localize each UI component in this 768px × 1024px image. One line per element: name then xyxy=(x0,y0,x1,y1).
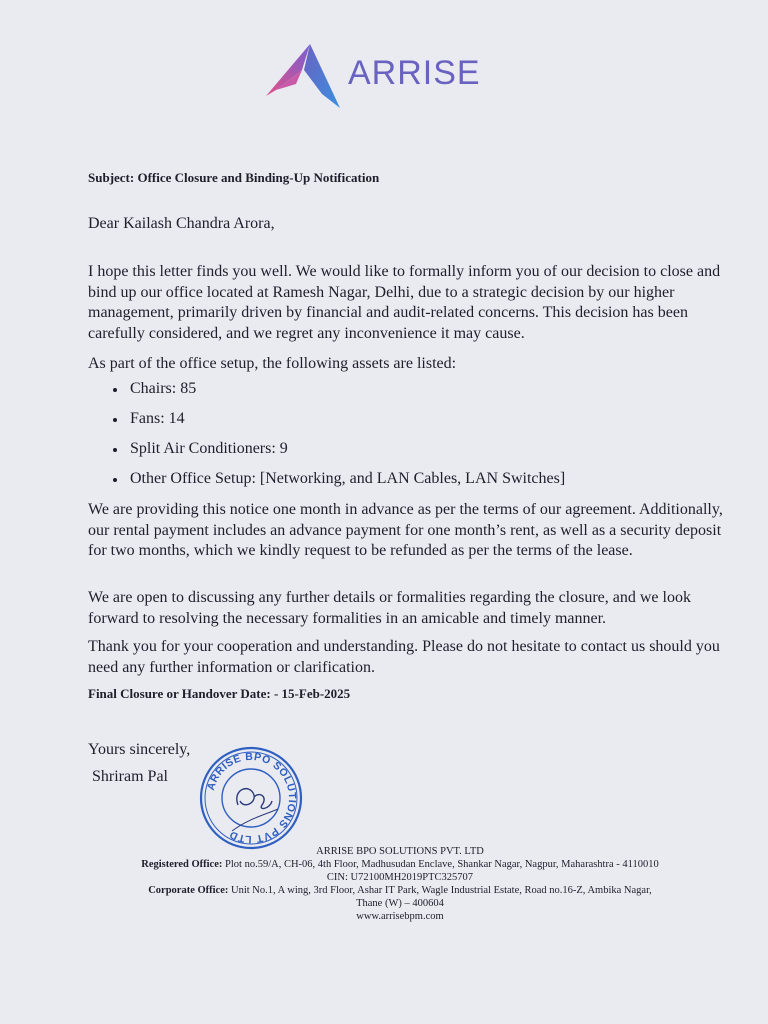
arrise-logo-mark-icon xyxy=(262,40,342,112)
footer-cin: CIN: U72100MH2019PTC325707 xyxy=(326,872,474,883)
footer-corporate-city: Thane (W) – 400604 xyxy=(356,898,444,909)
asset-list-item: Split Air Conditioners: 9 xyxy=(88,440,565,470)
company-logo xyxy=(262,40,482,112)
registered-office-address: Plot no.59/A, CH-06, 4th Floor, Madhusudan Enclave, Shankar Nagar, Nagpur, Maharashtra - 4110010 xyxy=(225,859,659,870)
footer-company-name: ARRISE BPO SOLUTIONS PVT. LTD xyxy=(316,846,484,857)
company-logo-text: ARRISE xyxy=(348,54,481,92)
company-seal-stamp xyxy=(198,745,304,851)
paragraph-notice: We are providing this notice one month in advance as per the terms of our agreement. Additionally, our rental payment includes an advance payment for one month’s rent, as well as a security deposit for two months, which we kindly request to be refunded as per the terms of the lease. xyxy=(88,501,723,559)
letter-salutation: Dear Kailash Chandra Arora, xyxy=(88,215,275,232)
corporate-office-address: Unit No.1, A wing, 3rd Floor, Ashar IT Park, Wagle Industrial Estate, Road no.16-Z, Ambika Nagar, xyxy=(231,885,652,896)
paragraph-discussion: We are open to discussing any further details or formalities regarding the closure, and we look forward to resolving the necessary formalities in an amicable and timely manner. xyxy=(88,589,691,627)
paragraph-thanks: Thank you for your cooperation and understanding. Please do not hesitate to contact us should you need any further information or clarification. xyxy=(88,638,720,676)
letter-closing: Yours sincerely, xyxy=(88,741,191,758)
asset-list-item: Fans: 14 xyxy=(88,410,565,440)
stamp-text: ARRISE BPO SOLUTIONS PVT LTD xyxy=(204,750,299,846)
paragraph-intro: I hope this letter finds you well. We would like to formally inform you of our decision to close and bind up our office located at Ramesh Nagar, Delhi, due to a strategic decision by our higher management, primarily driven by financial and audit-related concerns. This decision has been carefully considered, and we regret any inconvenience it may cause. xyxy=(88,263,721,342)
asset-list xyxy=(88,380,565,500)
company-footer xyxy=(90,845,710,923)
asset-list-item: Other Office Setup: [Networking, and LAN Cables, LAN Switches] xyxy=(88,470,565,500)
signer-name: Shriram Pal xyxy=(92,768,168,785)
footer-registered-office xyxy=(90,858,710,871)
letter-subject: Subject: Office Closure and Binding-Up Notification xyxy=(88,170,380,185)
final-closure-date: Final Closure or Handover Date: - 15-Feb-2025 xyxy=(88,686,351,701)
footer-website: www.arrisebpm.com xyxy=(356,911,444,922)
footer-corporate-office xyxy=(90,884,710,897)
registered-office-label: Registered Office: xyxy=(141,859,223,870)
asset-list-item: Chairs: 85 xyxy=(88,380,565,410)
corporate-office-label: Corporate Office: xyxy=(148,885,229,896)
signature-scribble xyxy=(237,789,272,809)
paragraph-assets-intro: As part of the office setup, the following assets are listed: xyxy=(88,355,457,372)
